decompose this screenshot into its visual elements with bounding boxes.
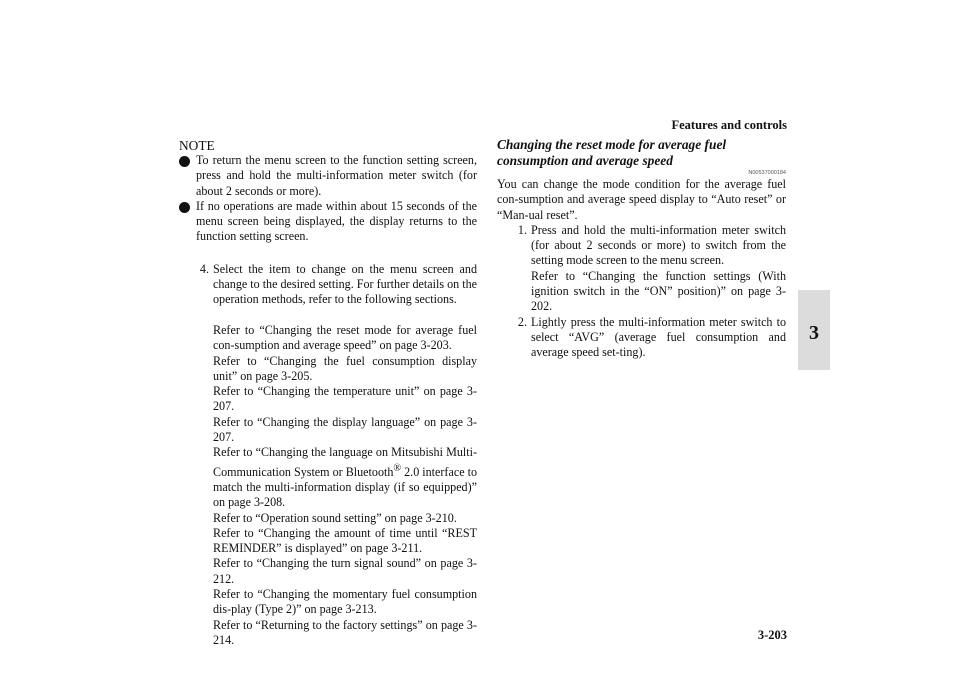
step-reference: Refer to “Changing the function settings (With ignition switch in the “ON” position)” on page 3-202. — [531, 268, 786, 314]
running-header: Features and controls — [671, 118, 787, 132]
reference-item: Refer to “Changing the fuel consumption display unit” on page 3-205. — [213, 353, 477, 383]
note-bullet — [179, 199, 477, 245]
section-heading: Changing the reset mode for average fuel consumption and average speed — [497, 137, 727, 168]
reference-item: Refer to “Returning to the factory settings” on page 3-214. — [213, 617, 477, 647]
registered-mark: ® — [393, 462, 402, 474]
reference-text: Refer to “Changing the language on Mitsubishi Multi-Communication System or Bluetooth — [213, 445, 477, 479]
chapter-number: 3 — [809, 322, 819, 344]
note-bullet — [179, 153, 477, 199]
reference-item: Refer to “Changing the momentary fuel consumption dis-play (Type 2)” on page 3-213. — [213, 587, 477, 617]
step-number: 1. — [517, 222, 527, 237]
section-intro: You can change the mode condition for the average fuel con-sumption and average speed display to “Auto reset” or “Man-ual reset”. — [497, 177, 786, 222]
step-number: 4. — [199, 261, 209, 276]
step-text: Press and hold the multi-information meter switch (for about 2 seconds or more) to switch from the setting mode screen to the menu screen. — [531, 222, 786, 268]
reference-item: Refer to “Changing the turn signal sound” on page 3-212. — [213, 556, 477, 586]
right-column — [497, 137, 786, 361]
reference-item: Refer to “Changing the reset mode for average fuel con-sumption and average speed” on page 3-203. — [213, 322, 477, 353]
note-bullet-text: To return the menu screen to the function setting screen, press and hold the multi-information meter switch (for about 2 seconds or more). — [196, 153, 477, 198]
reference-text: 2.0 interface to match the multi-information display (if so equipped)” on page 3-208. — [213, 464, 478, 510]
step-4 — [179, 262, 477, 648]
step-number: 2. — [517, 314, 527, 329]
reference-item: Refer to “Changing the display language” on page 3-207. — [213, 414, 477, 445]
bullet-icon — [179, 202, 190, 213]
document-code: N00537000184 — [748, 170, 786, 176]
step-4-text: Select the item to change on the menu screen and change to the desired setting. For further details on the operation methods, refer to the following sections. — [213, 261, 477, 307]
reference-item: Refer to “Changing the amount of time until “REST REMINDER” is displayed” on page 3-211. — [213, 525, 477, 556]
step-text: Lightly press the multi-information meter switch to select “AVG” (average fuel consumption and average speed set-ting). — [531, 314, 786, 360]
left-column — [179, 138, 477, 648]
section-step-1 — [497, 223, 786, 315]
reference-item: Refer to “Changing the temperature unit” on page 3-207. — [213, 384, 477, 414]
reference-list — [213, 323, 477, 648]
note-title: NOTE — [179, 138, 215, 153]
reference-item: Refer to “Operation sound setting” on page 3-210. — [213, 510, 457, 525]
page-number: 3-203 — [757, 628, 787, 642]
reference-item — [213, 445, 477, 510]
note-bullets — [179, 153, 477, 245]
note-bullet-text: If no operations are made within about 15 seconds of the menu screen being displayed, the display returns to the function setting screen. — [196, 198, 477, 244]
section-step-2 — [497, 315, 786, 361]
bullet-icon — [179, 156, 190, 167]
